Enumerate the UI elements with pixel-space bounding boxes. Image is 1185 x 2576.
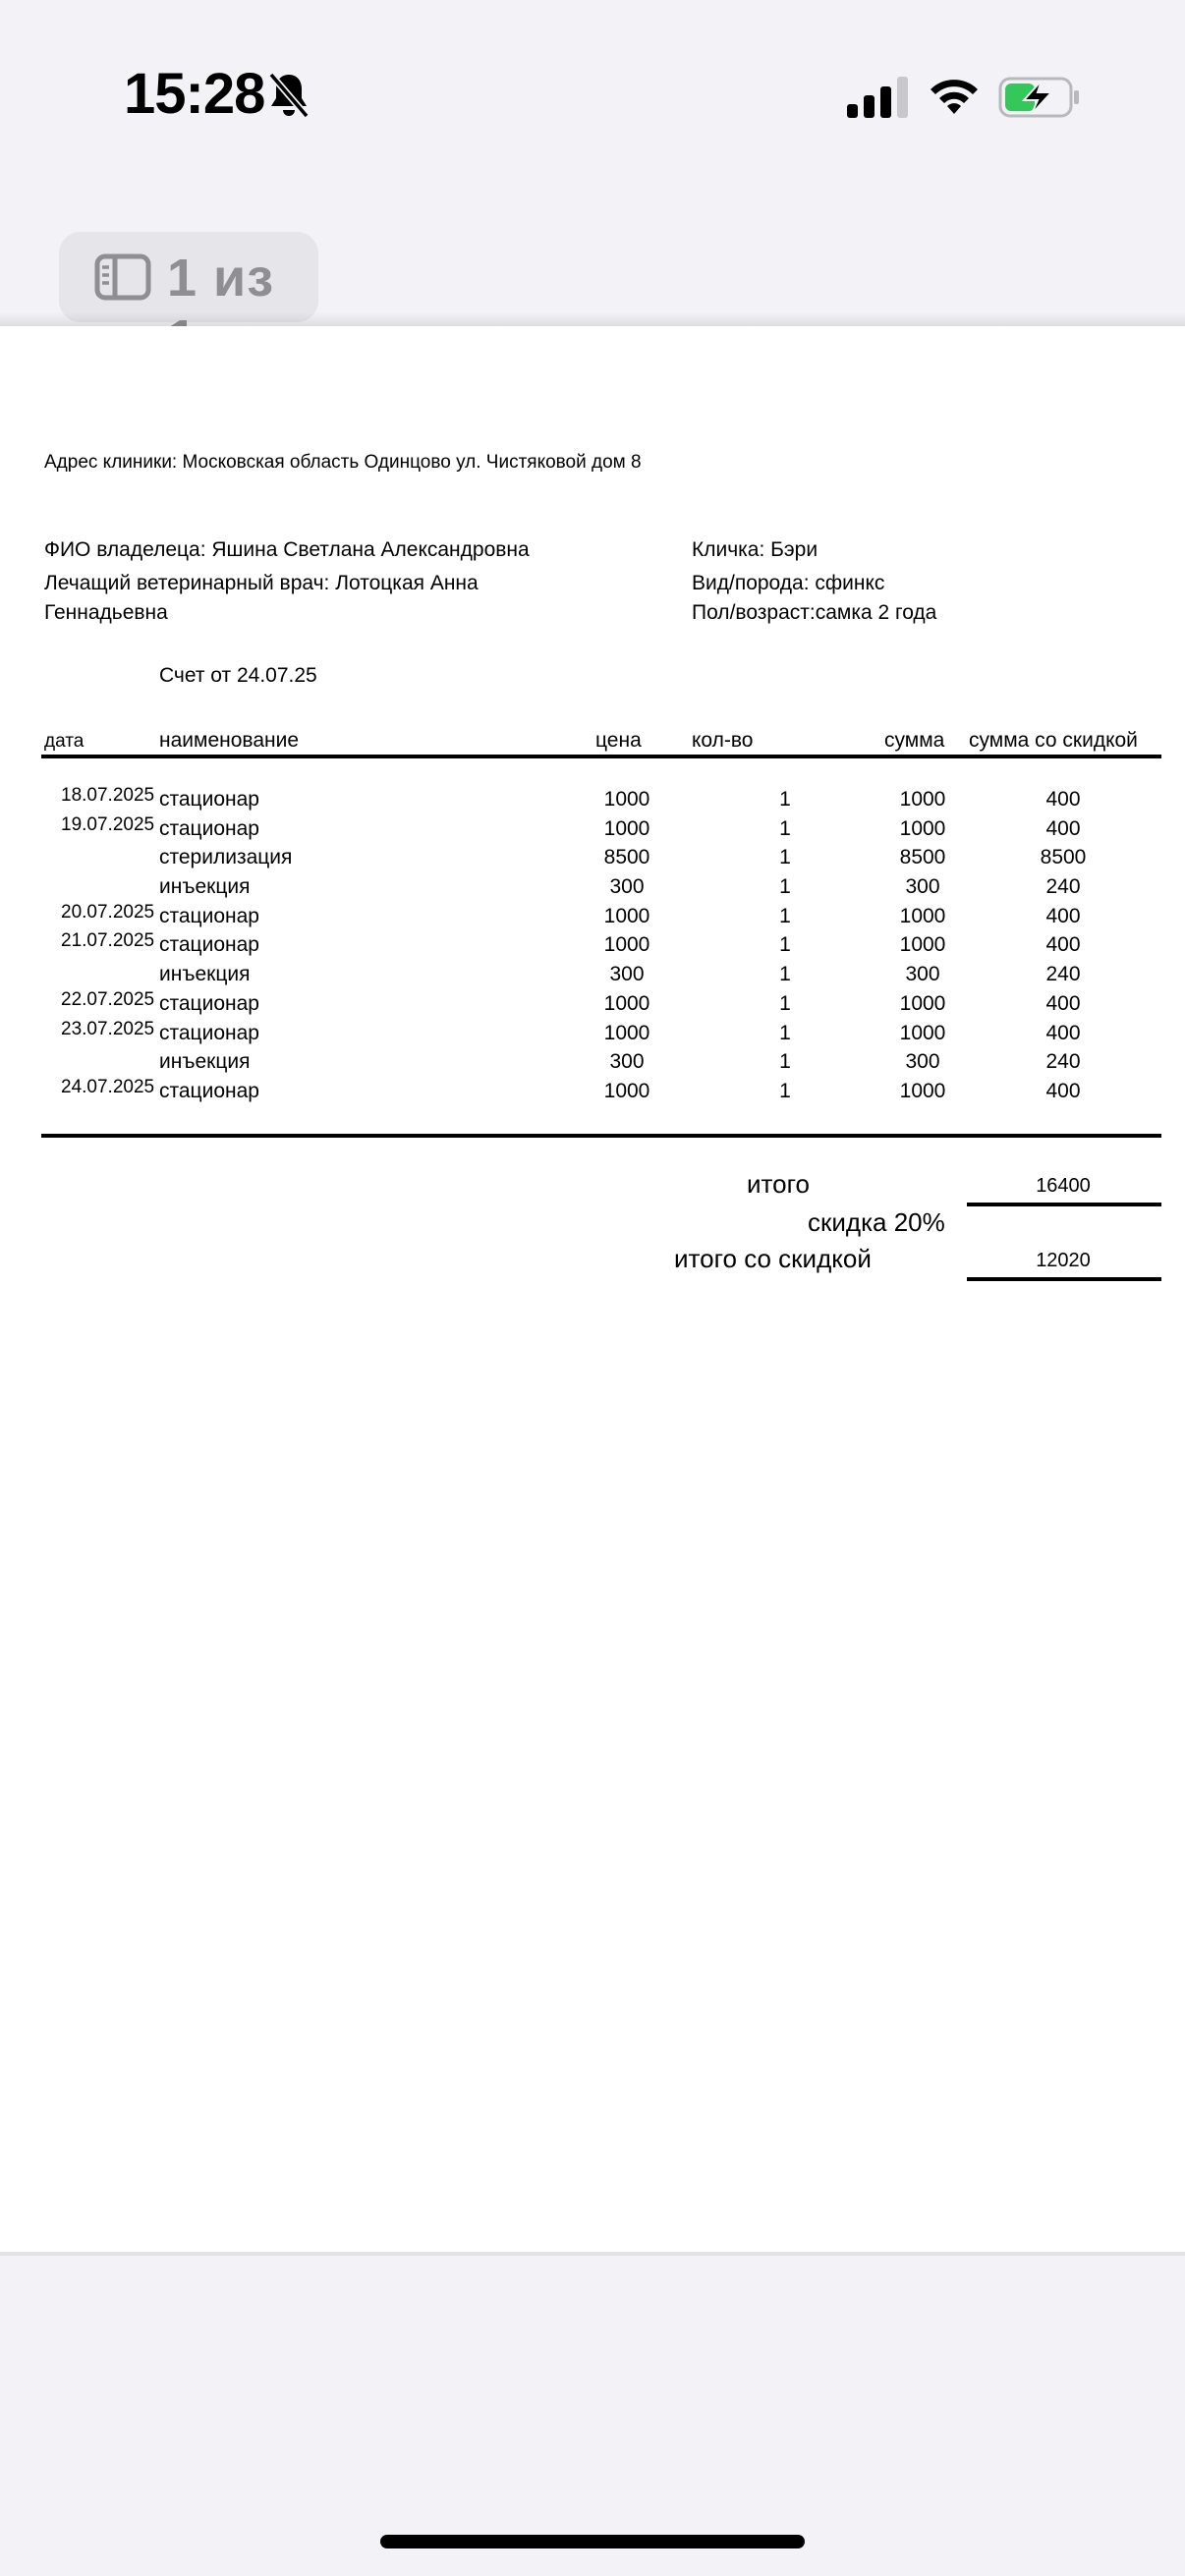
vet-name-line2: Геннадьевна [44, 601, 168, 624]
owner-name: ФИО владелеца: Яшина Светлана Александровна [44, 538, 530, 561]
row-name: стационар [159, 788, 259, 811]
row-date: 22.07.2025 [61, 988, 155, 1010]
row-price: 1000 [603, 1079, 650, 1102]
total-underline [967, 1203, 1161, 1206]
row-qty: 1 [779, 991, 791, 1015]
column-header-qty: кол-во [692, 729, 754, 752]
row-qty: 1 [779, 904, 791, 927]
row-qty: 1 [779, 1050, 791, 1074]
row-name: стационар [159, 1079, 259, 1102]
row-name: стерилизация [159, 846, 293, 869]
row-sum: 8500 [899, 846, 946, 869]
vet-name-line1: Лечащий ветеринарный врач: Лотоцкая Анна [44, 572, 479, 594]
row-discounted: 8500 [1040, 846, 1087, 869]
row-sum: 1000 [899, 816, 946, 840]
row-discounted: 400 [1045, 1021, 1081, 1044]
row-qty: 1 [779, 933, 791, 957]
row-price: 300 [609, 875, 645, 899]
row-qty: 1 [779, 875, 791, 899]
column-header-sum: сумма [884, 729, 945, 752]
column-header-date: дата [44, 731, 85, 752]
row-name: инъекция [159, 875, 251, 899]
sidebar-icon [94, 253, 151, 301]
row-discounted: 240 [1045, 1050, 1081, 1074]
row-sum: 1000 [899, 933, 946, 957]
row-name: стационар [159, 904, 259, 927]
row-date: 20.07.2025 [61, 901, 155, 923]
pet-name: Кличка: Бэри [692, 538, 818, 561]
row-discounted: 400 [1045, 816, 1081, 840]
table-row [0, 930, 1185, 963]
row-sum: 300 [905, 875, 940, 899]
row-qty: 1 [779, 816, 791, 840]
row-price: 1000 [603, 933, 650, 957]
total-with-discount-value: 12020 [1036, 1250, 1091, 1271]
table-row [0, 963, 1185, 992]
row-price: 1000 [603, 991, 650, 1015]
row-price: 1000 [603, 816, 650, 840]
table-row [0, 785, 1185, 817]
row-sum: 300 [905, 963, 940, 986]
pet-sex-age: Пол/возраст:самка 2 года [692, 601, 937, 624]
row-sum: 300 [905, 1050, 940, 1074]
table-row [0, 1050, 1185, 1080]
total-with-discount-label: итого со скидкой [674, 1244, 872, 1273]
row-price: 1000 [603, 1021, 650, 1044]
cellular-signal-icon [847, 77, 910, 120]
row-name: инъекция [159, 1050, 251, 1074]
column-header-price: цена [595, 729, 642, 752]
table-row [0, 901, 1185, 934]
clinic-address: Адрес клиники: Московская область Одинцово ул. Чистяковой дом 8 [44, 452, 642, 473]
row-qty: 1 [779, 1021, 791, 1044]
column-header-discounted: сумма со скидкой [969, 729, 1138, 752]
table-row [0, 1018, 1185, 1051]
row-discounted: 400 [1045, 991, 1081, 1015]
discount-label: скидка 20% [808, 1207, 945, 1237]
row-sum: 1000 [899, 788, 946, 811]
column-header-name: наименование [159, 729, 300, 752]
row-discounted: 400 [1045, 933, 1081, 957]
row-discounted: 400 [1045, 904, 1081, 927]
row-qty: 1 [779, 1079, 791, 1102]
row-discounted: 400 [1045, 788, 1081, 811]
bell-slash-icon [267, 71, 310, 120]
page-indicator[interactable] [59, 232, 318, 322]
invoice-date: Счет от 24.07.25 [159, 664, 317, 687]
status-time: 15:28 [124, 62, 265, 126]
table-row [0, 1076, 1185, 1109]
table-end-divider [41, 1134, 1161, 1138]
row-name: стационар [159, 1021, 259, 1044]
row-date: 19.07.2025 [61, 813, 155, 835]
row-price: 300 [609, 1050, 645, 1074]
row-name: инъекция [159, 963, 251, 986]
table-row [0, 813, 1185, 847]
row-qty: 1 [779, 846, 791, 869]
row-date: 24.07.2025 [61, 1076, 155, 1097]
row-discounted: 400 [1045, 1079, 1081, 1102]
page-count-label: 1 из [167, 249, 275, 308]
row-name: стационар [159, 991, 259, 1015]
total-value: 16400 [1036, 1175, 1091, 1197]
invoice-rows [0, 785, 1185, 1109]
document-page[interactable] [0, 326, 1185, 2256]
row-sum: 1000 [899, 1079, 946, 1102]
table-row [0, 988, 1185, 1022]
row-qty: 1 [779, 788, 791, 811]
wifi-icon [928, 75, 981, 118]
pet-breed: Вид/порода: сфинкс [692, 572, 885, 594]
total-with-discount-underline [967, 1277, 1161, 1281]
row-price: 8500 [603, 846, 650, 869]
home-indicator[interactable] [380, 2535, 805, 2548]
row-name: стационар [159, 933, 259, 957]
row-discounted: 240 [1045, 875, 1081, 899]
row-date: 18.07.2025 [61, 785, 155, 806]
total-label: итого [747, 1169, 810, 1199]
row-date: 21.07.2025 [61, 930, 155, 952]
row-name: стационар [159, 816, 259, 840]
row-sum: 1000 [899, 991, 946, 1015]
status-bar [0, 0, 1185, 196]
header-divider [41, 755, 1161, 758]
row-qty: 1 [779, 963, 791, 986]
row-price: 1000 [603, 788, 650, 811]
table-row [0, 875, 1185, 905]
row-sum: 1000 [899, 904, 946, 927]
table-row [0, 846, 1185, 875]
row-date: 23.07.2025 [61, 1018, 155, 1039]
row-price: 300 [609, 963, 645, 986]
battery-charging-icon [998, 77, 1081, 118]
row-price: 1000 [603, 904, 650, 927]
row-sum: 1000 [899, 1021, 946, 1044]
row-discounted: 240 [1045, 963, 1081, 986]
